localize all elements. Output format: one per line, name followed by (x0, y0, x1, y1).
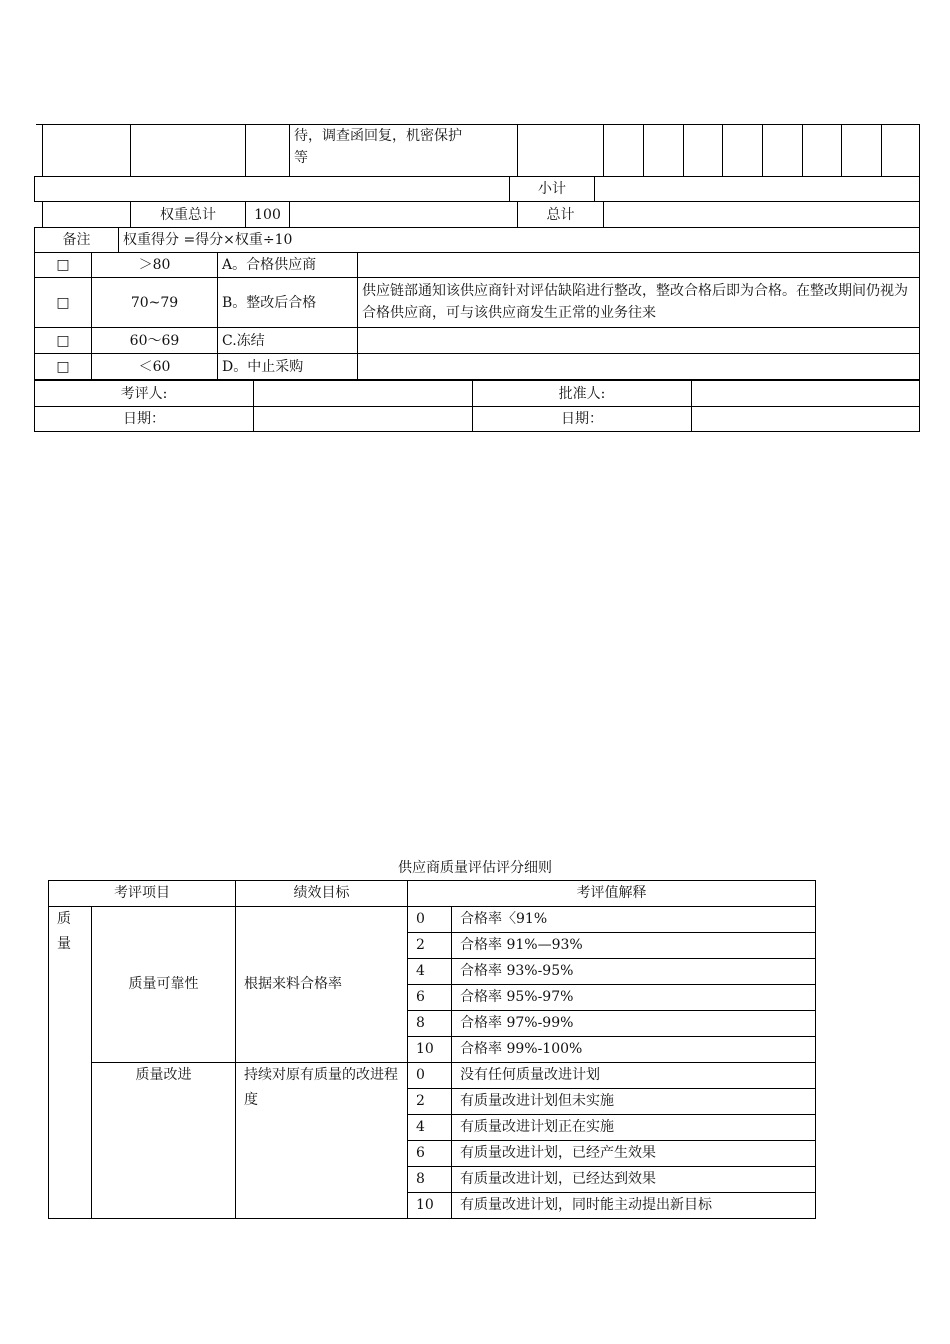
weight-total-table (42, 201, 920, 228)
eval-continuation-table (42, 124, 920, 177)
weight-total-value: 100 (246, 202, 290, 228)
score-explanation: 合格率 99%-100% (452, 1037, 816, 1063)
cell-empty (290, 202, 518, 228)
category-cell (49, 907, 92, 1219)
grade-checkbox[interactable]: □ (35, 253, 92, 278)
score-explanation: 有质量改进计划正在实施 (452, 1115, 816, 1141)
evaluation-date-label: 日期： (35, 407, 254, 432)
approval-date-label: 日期： (473, 407, 692, 432)
evaluation-date-field[interactable] (254, 407, 473, 432)
cell-empty (43, 202, 131, 228)
remark-text: 权重得分 =得分×权重÷10 (119, 228, 920, 253)
grade-checkbox[interactable]: □ (35, 354, 92, 380)
item-name: 质量改进 (92, 1063, 236, 1219)
score-explanation: 有质量改进计划，已经达到效果 (452, 1167, 816, 1193)
criteria-text-line: 待，调查函回复，机密保护 (294, 128, 462, 144)
grade-range: ＜60 (92, 354, 218, 380)
score-cell (803, 125, 842, 177)
grade-row (35, 253, 920, 278)
subtotal-value (595, 177, 920, 202)
score-value: 6 (408, 985, 452, 1011)
grade-name: A。合格供应商 (218, 253, 358, 278)
score-value: 8 (408, 1011, 452, 1037)
criteria-text-cell (290, 125, 518, 177)
cell-empty (35, 177, 510, 202)
item-name: 质量可靠性 (92, 907, 236, 1063)
header-explain: 考评值解释 (408, 881, 816, 907)
grade-description (358, 354, 920, 380)
score-cell (842, 125, 882, 177)
approver-label: 批准人: (473, 381, 692, 407)
grade-table (34, 227, 920, 380)
rules-table (48, 880, 816, 1219)
evaluator-label: 考评人: (35, 381, 254, 407)
grade-description (358, 253, 920, 278)
score-explanation: 合格率 93%-95% (452, 959, 816, 985)
score-explanation: 合格率 95%-97% (452, 985, 816, 1011)
score-value: 0 (408, 1063, 452, 1089)
cell-empty (518, 125, 604, 177)
score-explanation: 有质量改进计划但未实施 (452, 1089, 816, 1115)
score-value: 10 (408, 1193, 452, 1219)
target-text: 根据来料合格率 (236, 907, 408, 1063)
category-char: 量 (57, 936, 71, 952)
score-cell (604, 125, 644, 177)
subtotal-table (34, 176, 920, 202)
evaluator-field[interactable] (254, 381, 473, 407)
category-char: 质 (57, 911, 71, 927)
grade-description: 供应链部通知该供应商针对评估缺陷进行整改，整改合格后即为合格。在整改期间仍视为合格供应商，可与该供应商发生正常的业务往来 (358, 278, 920, 328)
header-target: 绩效目标 (236, 881, 408, 907)
score-value: 8 (408, 1167, 452, 1193)
score-explanation: 有质量改进计划，已经产生效果 (452, 1141, 816, 1167)
score-cell (684, 125, 723, 177)
score-value: 6 (408, 1141, 452, 1167)
score-value: 0 (408, 907, 452, 933)
weight-total-label: 权重总计 (131, 202, 246, 228)
grade-checkbox[interactable]: □ (35, 278, 92, 328)
target-text: 持续对原有质量的改进程度 (236, 1063, 408, 1219)
rules-title: 供应商质量评估评分细则 (398, 860, 552, 876)
grade-row (35, 278, 920, 328)
total-value (604, 202, 920, 228)
grade-range: 70~79 (92, 278, 218, 328)
grade-range: 60～69 (92, 328, 218, 354)
score-cell (882, 125, 920, 177)
grade-row (35, 354, 920, 380)
score-value: 10 (408, 1037, 452, 1063)
total-label: 总计 (518, 202, 604, 228)
score-cell (644, 125, 684, 177)
score-value: 2 (408, 933, 452, 959)
approver-field[interactable] (692, 381, 920, 407)
score-explanation: 合格率〈91% (452, 907, 816, 933)
score-explanation: 合格率 91%—93% (452, 933, 816, 959)
score-value: 4 (408, 1115, 452, 1141)
score-explanation: 没有任何质量改进计划 (452, 1063, 816, 1089)
remark-label: 备注 (35, 228, 119, 253)
score-explanation: 合格率 97%-99% (452, 1011, 816, 1037)
cell-empty (246, 125, 290, 177)
grade-checkbox[interactable]: □ (35, 328, 92, 354)
grade-name: D。中止采购 (218, 354, 358, 380)
criteria-text-line: 等 (294, 150, 308, 166)
score-value: 4 (408, 959, 452, 985)
grade-row (35, 328, 920, 354)
cell-empty (131, 125, 246, 177)
signoff-table (34, 380, 920, 432)
score-explanation: 有质量改进计划，同时能主动提出新目标 (452, 1193, 816, 1219)
grade-name: B。整改后合格 (218, 278, 358, 328)
approval-date-field[interactable] (692, 407, 920, 432)
score-cell (723, 125, 763, 177)
grade-range: ＞80 (92, 253, 218, 278)
cell-empty (43, 125, 131, 177)
score-value: 2 (408, 1089, 452, 1115)
grade-description (358, 328, 920, 354)
subtotal-label: 小计 (510, 177, 595, 202)
header-item: 考评项目 (49, 881, 236, 907)
grade-name: C.冻结 (218, 328, 358, 354)
score-cell (763, 125, 803, 177)
